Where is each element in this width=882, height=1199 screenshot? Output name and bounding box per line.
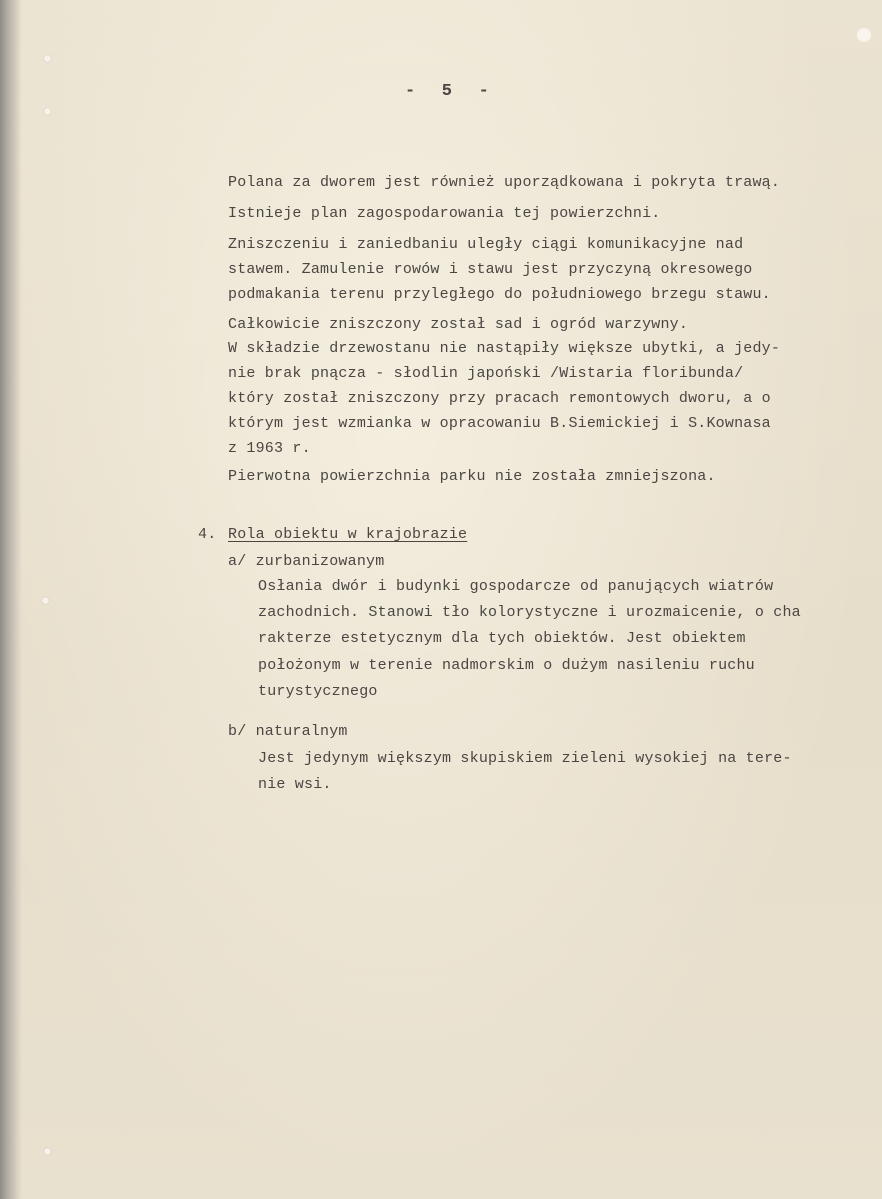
paragraph-line: Istnieje plan zagospodarowania tej powierzchni. [228, 205, 661, 222]
paragraph-line: stawem. Zamulenie rowów i stawu jest przyczyną okresowego [228, 261, 753, 278]
punch-hole [44, 55, 51, 62]
item-line: turystycznego [258, 683, 378, 700]
item-line: rakterze estetycznym dla tych obiektów. Jest obiektem [258, 630, 746, 647]
item-line: Jest jedynym większym skupiskiem zieleni wysokiej na tere- [258, 750, 792, 767]
item-line: położonym w terenie nadmorskim o dużym nasileniu ruchu [258, 657, 755, 674]
scan-mark [857, 28, 871, 42]
section-number: 4. [198, 526, 217, 543]
item-label: a/ zurbanizowanym [228, 553, 385, 570]
page-number: - 5 - [404, 82, 489, 101]
punch-hole [44, 108, 51, 115]
paragraph-line: z 1963 r. [228, 440, 311, 457]
paragraph-line: Zniszczeniu i zaniedbaniu uległy ciągi komunikacyjne nad [228, 236, 744, 253]
paragraph-line: Polana za dworem jest również uporządkowana i pokryta trawą. [228, 174, 781, 191]
binding-edge [0, 0, 22, 1199]
paragraph-line: który został zniszczony przy pracach remontowych dworu, a o [228, 390, 771, 407]
paragraph-line: którym jest wzmianka w opracowaniu B.Siemickiej i S.Kownasa [228, 415, 771, 432]
item-line: zachodnich. Stanowi tło kolorystyczne i urozmaicenie, o cha [258, 604, 801, 621]
item-line: Osłania dwór i budynki gospodarcze od panujących wiatrów [258, 578, 774, 595]
paragraph-line: Pierwotna powierzchnia parku nie została zmniejszona. [228, 468, 716, 485]
paragraph-line: W składzie drzewostanu nie nastąpiły większe ubytki, a jedy- [228, 340, 781, 357]
paragraph-line: Całkowicie zniszczony został sad i ogród warzywny. [228, 316, 689, 333]
punch-hole [44, 1148, 51, 1155]
paragraph-line: nie brak pnącza - słodlin japoński /Wistaria floribunda/ [228, 365, 744, 382]
paragraph-line: podmakania terenu przyległego do południowego brzegu stawu. [228, 286, 771, 303]
item-label: b/ naturalnym [228, 723, 348, 740]
punch-hole [42, 597, 49, 604]
section-title: Rola obiektu w krajobrazie [228, 526, 468, 543]
item-line: nie wsi. [258, 776, 332, 793]
